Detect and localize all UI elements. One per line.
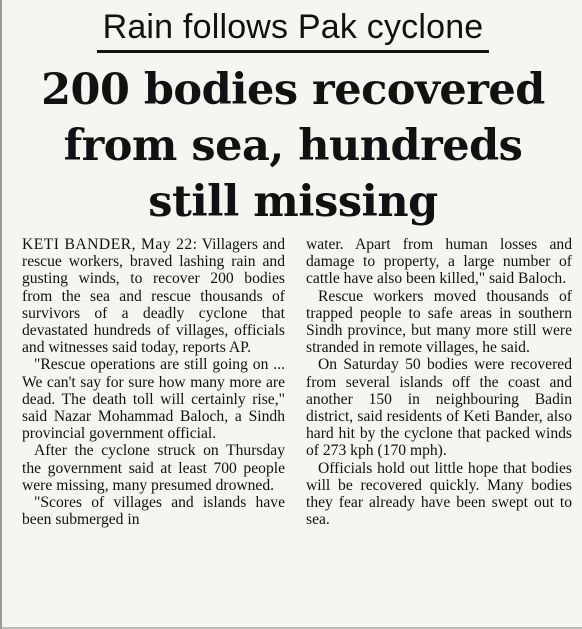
- article-column-left: [22, 236, 285, 528]
- article-paragraph: "Rescue operations are still going on ... We can't say for sure how many more are dead. The death toll will certainly rise," said Nazar Mohammad Baloch, a Sindh provincial government official.: [22, 356, 285, 443]
- article-paragraph: Rescue workers moved thousands of trapped people to safe areas in southern Sindh province, but many more still were stranded in remote villages, he said.: [306, 287, 572, 357]
- article-dateline: KETI BANDER, May 22:: [22, 236, 198, 253]
- main-headline: 200 bodies recovered from sea, hundreds still missing: [41, 65, 545, 227]
- kicker-container: [2, 6, 582, 53]
- article-paragraph: water. Apart from human losses and damage to property, a large number of cattle have also been killed," said Baloch.: [306, 236, 572, 288]
- article-paragraph: Officials hold out little hope that bodies will be recovered quickly. Many bodies they fear already have been swept out to sea.: [306, 459, 572, 529]
- article-paragraph: "Scores of villages and islands have been submerged in: [22, 494, 285, 529]
- article-paragraph: On Saturday 50 bodies were recovered from several islands off the coast and another 150 in neighbouring Badin district, said residents of Keti Bander, also hard hit by the cyclone that packed winds of 273 kph (170 mph).: [306, 356, 572, 460]
- article-paragraph: After the cyclone struck on Thursday the government said at least 700 people were missing, many presumed drowned.: [22, 442, 285, 494]
- article-paragraph-text: Villagers and rescue workers, braved lashing rain and gusting winds, to recover 200 bodies from the sea and rescue thousands of survivors of a deadly cyclone that devastated hundreds of villages, officials and witnesses said today, reports AP.: [22, 236, 285, 357]
- article-paragraph: [22, 236, 285, 356]
- kicker-headline: Rain follows Pak cyclone: [97, 6, 490, 53]
- article-column-right: [306, 236, 572, 528]
